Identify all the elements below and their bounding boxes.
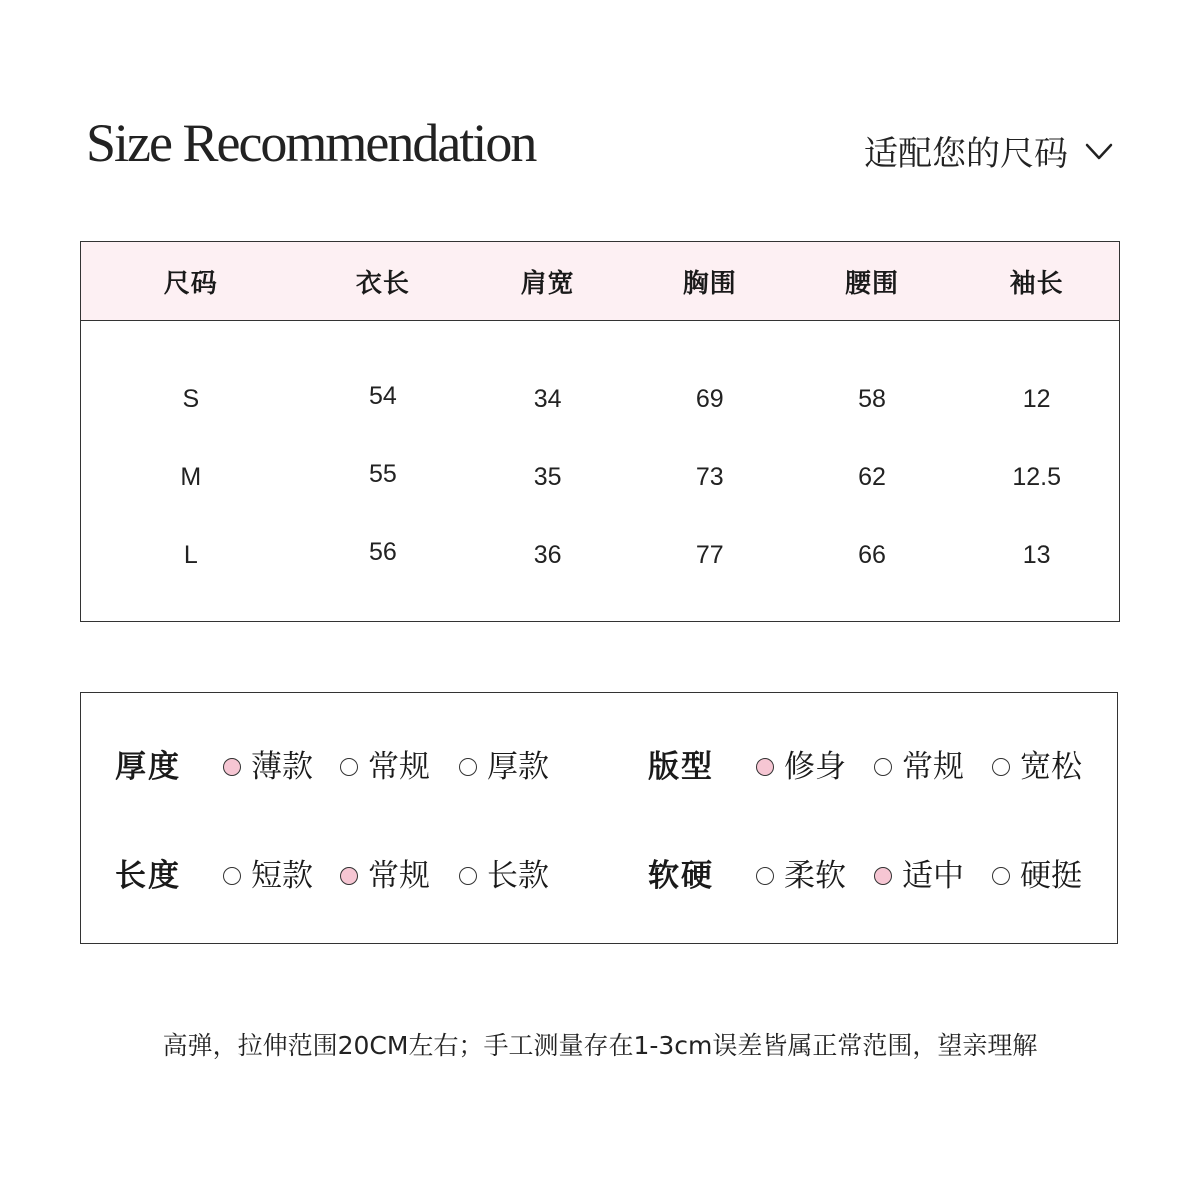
radio-option[interactable] <box>992 745 1082 789</box>
radio-unselected-icon <box>223 867 241 885</box>
radio-option-label: 常规 <box>902 749 964 785</box>
attribute-softness <box>600 854 1119 898</box>
column-header-size: 尺码 <box>163 268 218 299</box>
attribute-fit <box>600 745 1119 789</box>
table-cell: 12.5 <box>1012 462 1061 491</box>
chevron-down-icon <box>1082 134 1116 168</box>
table-cell: 35 <box>533 462 562 491</box>
radio-unselected-icon <box>459 867 477 885</box>
radio-option-label: 厚款 <box>487 749 549 785</box>
radio-unselected-icon <box>756 867 774 885</box>
table-cell: 12 <box>1022 384 1051 413</box>
table-cell: 56 <box>369 537 397 566</box>
radio-option[interactable] <box>756 745 846 789</box>
radio-option-label: 柔软 <box>784 858 846 894</box>
table-cell: 73 <box>695 462 724 491</box>
table-cell: 34 <box>533 384 562 413</box>
column-header-shoulder: 肩宽 <box>520 268 575 299</box>
radio-unselected-icon <box>992 758 1010 776</box>
column-header-waist: 腰围 <box>844 268 899 299</box>
size-table-header <box>81 242 1119 321</box>
radio-option-label: 短款 <box>251 858 313 894</box>
size-table-body <box>81 321 1119 594</box>
radio-option-label: 长款 <box>487 858 549 894</box>
radio-option-label: 宽松 <box>1020 749 1082 785</box>
radio-option-label: 修身 <box>784 749 846 785</box>
measurement-note: 高弹，拉伸范围20CM左右；手工测量存在1-3cm误差皆属正常范围，望亲理解 <box>162 1031 1038 1060</box>
radio-option[interactable] <box>223 854 313 898</box>
radio-option[interactable] <box>459 745 549 789</box>
table-cell: S <box>182 384 200 413</box>
table-cell: 69 <box>695 384 724 413</box>
size-table <box>80 241 1120 622</box>
column-header-sleeve: 袖长 <box>1009 268 1064 299</box>
radio-selected-icon <box>756 758 774 776</box>
table-cell: 66 <box>858 540 886 569</box>
table-cell: 13 <box>1022 540 1051 569</box>
table-cell: 62 <box>858 462 886 491</box>
attribute-label: 版型 <box>648 749 714 785</box>
table-cell: 77 <box>695 540 724 569</box>
radio-option[interactable] <box>223 745 313 789</box>
attribute-thickness <box>81 745 600 789</box>
radio-option[interactable] <box>874 854 964 898</box>
radio-option-label: 常规 <box>368 749 430 785</box>
attribute-label: 厚度 <box>115 749 181 785</box>
radio-option-label: 常规 <box>368 858 430 894</box>
table-row <box>81 516 1119 594</box>
attribute-label: 软硬 <box>648 858 714 894</box>
fabric-attributes-panel <box>80 692 1118 944</box>
table-cell: 36 <box>533 540 562 569</box>
radio-selected-icon <box>340 867 358 885</box>
table-cell: L <box>183 540 198 569</box>
size-fit-dropdown-label: 适配您的尺码 <box>864 134 1068 174</box>
table-cell: 55 <box>369 459 397 488</box>
radio-option-label: 薄款 <box>251 749 313 785</box>
radio-selected-icon <box>223 758 241 776</box>
table-cell: M <box>180 462 202 491</box>
table-cell: 54 <box>369 381 397 410</box>
radio-option-label: 适中 <box>902 858 964 894</box>
radio-option[interactable] <box>340 745 430 789</box>
radio-option[interactable] <box>992 854 1082 898</box>
radio-selected-icon <box>874 867 892 885</box>
column-header-chest: 胸围 <box>682 268 737 299</box>
radio-option[interactable] <box>340 854 430 898</box>
radio-unselected-icon <box>340 758 358 776</box>
column-header-length: 衣长 <box>355 268 410 299</box>
radio-unselected-icon <box>874 758 892 776</box>
table-row <box>81 360 1119 438</box>
radio-option[interactable] <box>874 745 964 789</box>
radio-unselected-icon <box>459 758 477 776</box>
radio-option-label: 硬挺 <box>1020 858 1082 894</box>
attribute-length <box>81 854 600 898</box>
table-row <box>81 438 1119 516</box>
radio-option[interactable] <box>459 854 549 898</box>
size-fit-dropdown[interactable] <box>864 126 1116 175</box>
radio-unselected-icon <box>992 867 1010 885</box>
attribute-label: 长度 <box>115 858 181 894</box>
radio-option[interactable] <box>756 854 846 898</box>
table-cell: 58 <box>858 384 886 413</box>
page-title: Size Recommendation <box>86 113 536 173</box>
